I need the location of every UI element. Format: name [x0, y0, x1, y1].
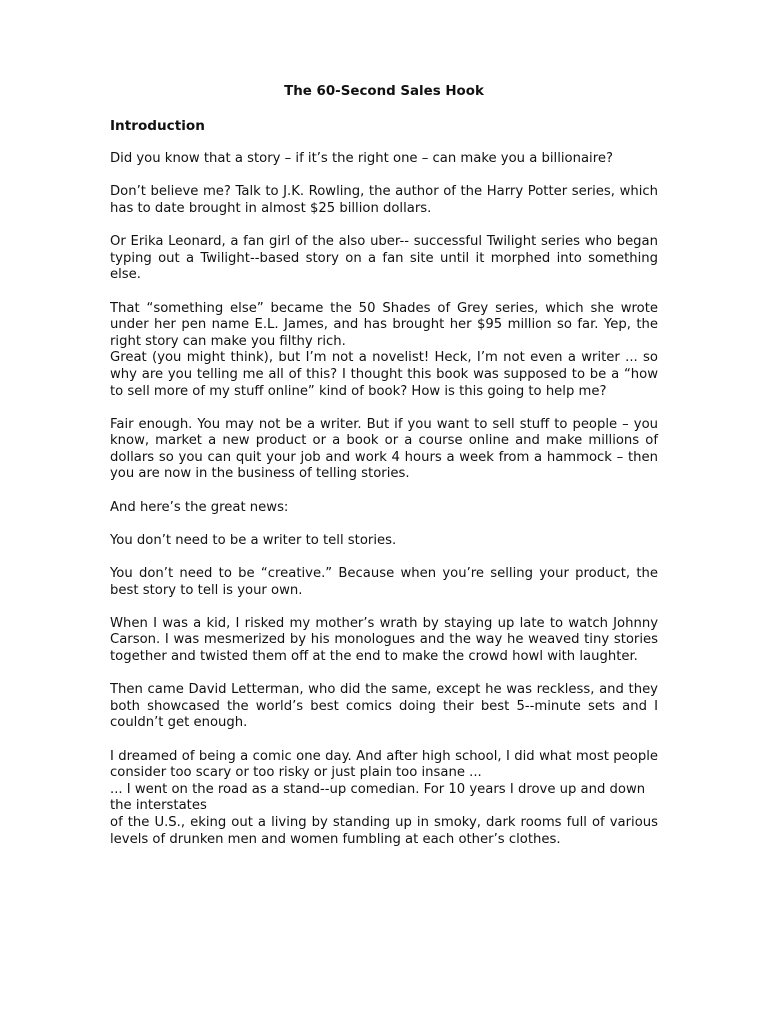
paragraph: And here’s the great news:: [110, 499, 289, 515]
paragraph: Then came David Letterman, who did the same, except he was reckless, and they both showcased the world’s best comics doing their best 5--minute sets and I couldn’t get enough.: [110, 682, 658, 731]
paragraph: I dreamed of being a comic one day. And after high school, I did what most people consider too scary or too risky or just plain too insane ...: [110, 748, 658, 781]
paragraph: Did you know that a story – if it’s the right one – can make you a billionaire?: [110, 151, 613, 167]
paragraph: You don’t need to be a writer to tell stories.: [110, 532, 397, 548]
paragraph: Fair enough. You may not be a writer. But if you want to sell stuff to people – you know, market a new product or a book or a course online and make millions of dollars so you can quit your job and work 4 hours a week from a hammock – then you are now in the business of telling stories.: [110, 416, 658, 482]
section-heading: Introduction: [110, 117, 205, 134]
paragraph: Don’t believe me? Talk to J.K. Rowling, the author of the Harry Potter series, which has to date brought in almost $25 billion dollars.: [110, 184, 658, 216]
paragraph: Or Erika Leonard, a fan girl of the also uber-- successful Twilight series who began typing out a Twilight--based story on a fan site until it morphed into something else.: [110, 234, 658, 283]
document-title: The 60-Second Sales Hook: [284, 84, 484, 99]
document-body: [110, 84, 658, 865]
paragraph: Great (you might think), but I’m not a novelist! Heck, I’m not even a writer ... so why are you telling me all of this? I thought this book was supposed to be a “how to sell more of my stuff online” kind of book? How is this going to help me?: [110, 350, 658, 399]
paragraph: That “something else” became the 50 Shades of Grey series, which she wrote under her pen name E.L. James, and has brought her $95 million so far. Yep, the right story can make you filthy rich.: [110, 300, 658, 349]
paragraph: When I was a kid, I risked my mother’s wrath by staying up late to watch Johnny Carson. I was mesmerized by his monologues and the way he weaved tiny stories together and twisted them off at the end to make the crowd howl with laughter.: [110, 615, 658, 664]
paragraph: You don’t need to be “creative.” Because when you’re selling your product, the best story to tell is your own.: [110, 566, 658, 598]
paragraph: ... I went on the road as a stand--up comedian. For 10 years I drove up and down the interstates: [110, 781, 646, 814]
paragraph: of the U.S., eking out a living by standing up in smoky, dark rooms full of various levels of drunken men and women fumbling at each other’s clothes.: [110, 814, 658, 847]
